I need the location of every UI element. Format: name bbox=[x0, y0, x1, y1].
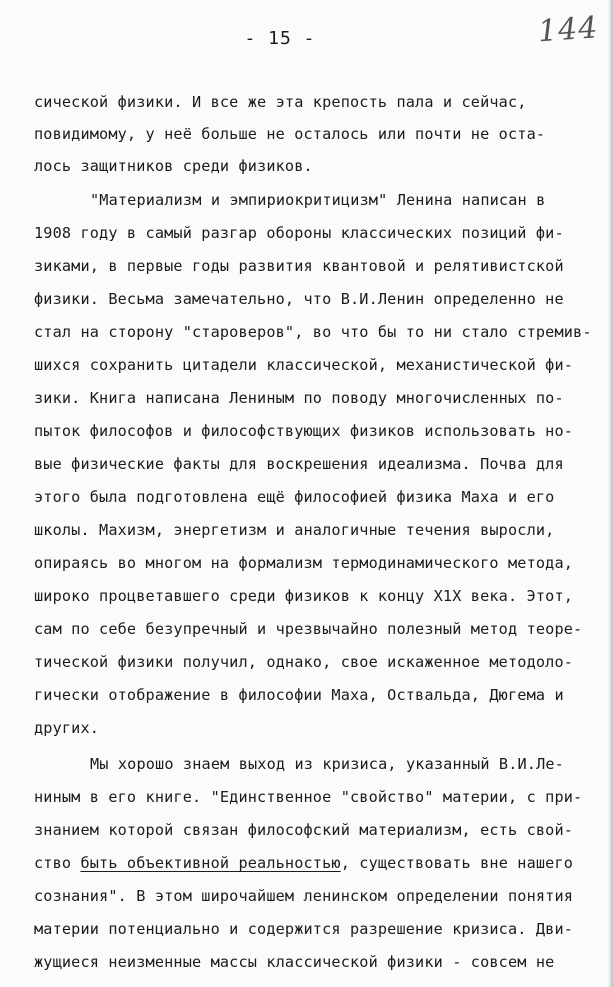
text-line: повидимому, у неё больше не осталось или почти не оста- bbox=[34, 125, 546, 143]
text-segment: ство bbox=[34, 854, 81, 872]
text-line: тической физики получил, однако, свое искаженное методоло- bbox=[34, 653, 574, 671]
text-line: физики. Весьма замечательно, что В.И.Ленин определенно не bbox=[34, 290, 564, 308]
text-line: гически отображение в философии Маха, Оствальда, Дюгема и bbox=[34, 686, 564, 704]
text-line: сам по себе безупречный и чрезвычайно полезный метод теоре- bbox=[34, 620, 583, 638]
archive-number: 144 bbox=[536, 10, 600, 50]
text-line: сической физики. И все же эта крепость пала и сейчас, bbox=[34, 93, 527, 111]
text-line: других. bbox=[34, 719, 100, 737]
text-line: "Материализм и эмпириокритицизм" Ленина написан в bbox=[90, 191, 546, 209]
page-number: - 15 - bbox=[244, 28, 316, 49]
text-line: этого была подготовлена ещё философией физика Маха и его bbox=[34, 488, 555, 506]
text-line: зиками, в первые годы развития квантовой и релятивистской bbox=[34, 257, 564, 275]
text-segment: , существовать вне нашего bbox=[340, 854, 574, 872]
text-line: жущиеся неизменные массы классической физики - совсем не bbox=[34, 953, 555, 971]
text-line: вые физические факты для воскрешения идеализма. Почва для bbox=[34, 455, 564, 473]
text-line: Мы хорошо знаем выход из кризиса, указанный В.И.Ле- bbox=[90, 755, 564, 773]
text-line: школы. Махизм, энергетизм и аналогичные течения выросли, bbox=[34, 521, 555, 539]
text-line: 1908 году в самый разгар обороны классических позиций фи- bbox=[34, 224, 564, 242]
text-line: опираясь во многом на формализм термодинамического метода, bbox=[34, 554, 574, 572]
page-edge-shadow bbox=[608, 0, 613, 987]
text-line: материи потенциально и содержится разрешение кризиса. Дви- bbox=[34, 920, 574, 938]
text-line: шихся сохранить цитадели классической, механистической фи- bbox=[34, 356, 574, 374]
text-line bbox=[34, 853, 573, 873]
text-line: пыток философов и философствующих физиков использовать но- bbox=[34, 422, 574, 440]
text-line: знанием которой связан философский материализм, есть свой- bbox=[34, 821, 574, 839]
text-line: сознания". В этом широчайшем ленинском определении понятия bbox=[34, 887, 574, 905]
text-line: широко процветавшего среди физиков к концу Х1Х века. Этот, bbox=[34, 587, 574, 605]
text-line: зики. Книга написана Лениным по поводу многочисленных по- bbox=[34, 389, 564, 407]
underlined-phrase: быть объективной реальностью bbox=[80, 854, 341, 872]
text-line: ниным в его книге. "Единственное "свойство" материи, с при- bbox=[34, 788, 583, 806]
text-line: лось защитников среди физиков. bbox=[34, 157, 313, 175]
text-line: стал на сторону "староверов", во что бы то ни стало стремив- bbox=[34, 323, 592, 341]
